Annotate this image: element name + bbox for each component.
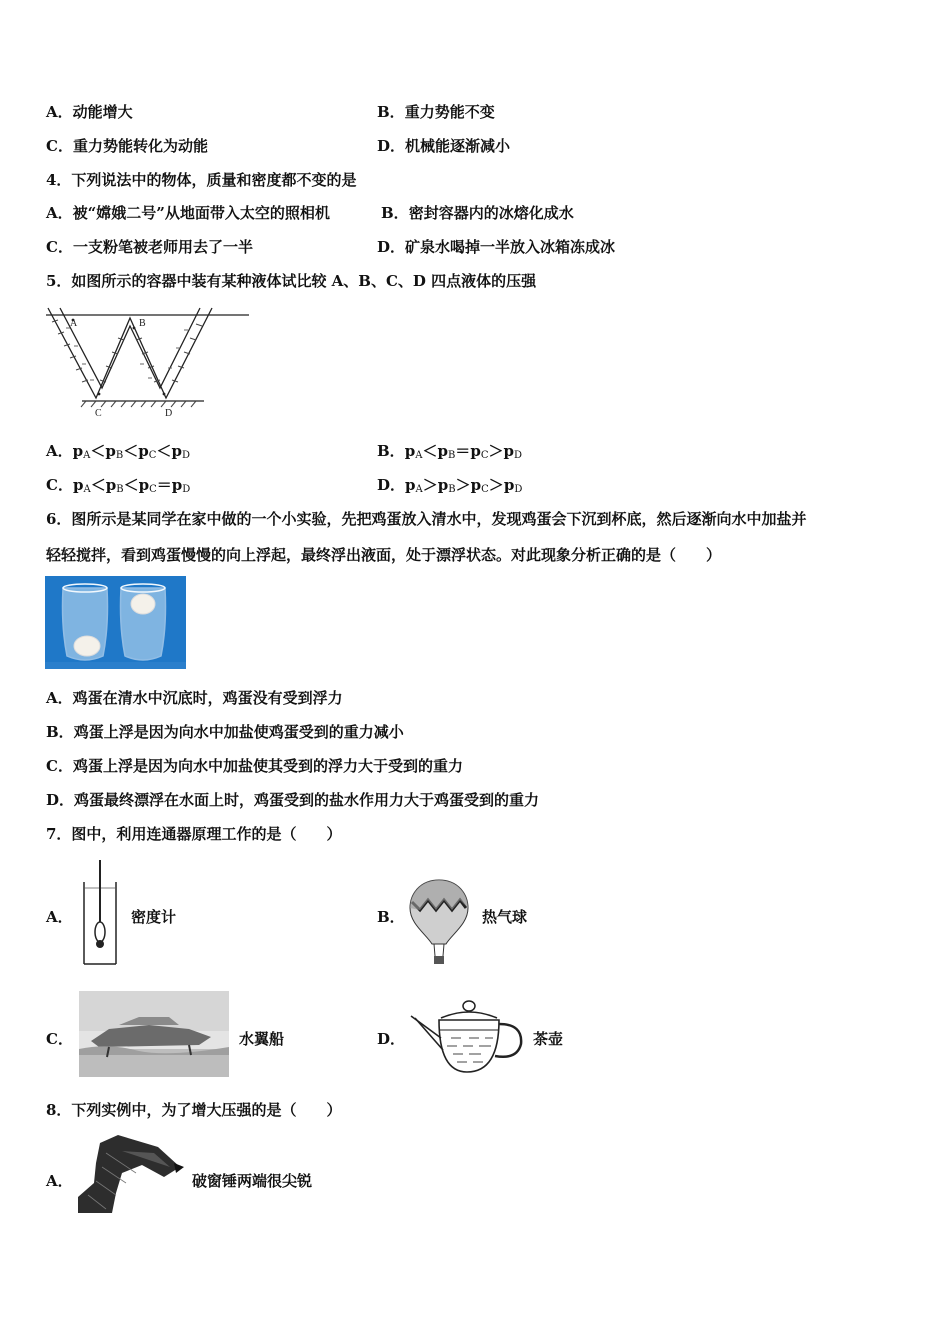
q3-option-c: C．重力势能转化为动能 [46, 137, 208, 155]
q6-stem-line2: 轻轻搅拌，看到鸡蛋慢慢的向上浮起，最终浮出液面，处于漂浮状态。对此现象分析正确的是（ ） [46, 546, 722, 564]
q7-option-d-key: D． [377, 1030, 406, 1048]
hydrometer-image [80, 858, 120, 968]
q7-option-c-key: C． [46, 1030, 73, 1048]
q7-option-a-text: 密度计 [131, 908, 177, 926]
q4-option-a: A．被“嫦娥二号”从地面带入太空的照相机 [46, 204, 330, 222]
q3-option-a: A．动能增大 [46, 103, 133, 121]
q8-option-a-key: A． [46, 1172, 73, 1190]
q5-option-a: A．$p_A<p_B<p_C<p_D$ [46, 442, 190, 461]
q4-option-c: C．一支粉笔被老师用去了一半 [46, 238, 253, 256]
safety-hammer-image [76, 1133, 186, 1215]
egg-experiment-photo [45, 576, 186, 669]
q4-option-b: B．密封容器内的冰熔化成水 [381, 204, 574, 222]
q4-option-d: D．矿泉水喝掉一半放入冰箱冻成冰 [377, 238, 616, 256]
q6-option-a: A．鸡蛋在清水中沉底时，鸡蛋没有受到浮力 [46, 689, 343, 707]
q7-option-d-text: 茶壶 [533, 1030, 564, 1048]
q6-option-d: D．鸡蛋最终漂浮在水面上时，鸡蛋受到的盐水作用力大于鸡蛋受到的重力 [46, 791, 540, 809]
label-b: B [139, 318, 146, 329]
label-a: A [70, 318, 78, 329]
q4-stem: 4．下列说法中的物体，质量和密度都不变的是 [46, 171, 357, 189]
q5-option-b: B．$p_A<p_B=p_C>p_D$ [377, 442, 523, 461]
w-container-figure [44, 306, 254, 418]
q8-stem: 8．下列实例中，为了增大压强的是（ ） [46, 1101, 342, 1119]
hydrofoil-image [79, 991, 229, 1077]
q7-stem: 7．图中，利用连通器原理工作的是（ ） [46, 825, 342, 843]
q6-option-c: C．鸡蛋上浮是因为向水中加盐使其受到的浮力大于受到的重力 [46, 757, 463, 775]
q5-option-c: C．$p_A<p_B<p_C=p_D$ [46, 476, 191, 495]
q7-option-a-key: A． [46, 908, 73, 926]
q3-option-d: D．机械能逐渐减小 [377, 137, 511, 155]
q3-option-b: B．重力势能不变 [377, 103, 495, 121]
teapot-image [407, 994, 527, 1076]
q6-option-b: B．鸡蛋上浮是因为向水中加盐使鸡蛋受到的重力减小 [46, 723, 404, 741]
label-c: C [95, 408, 102, 418]
hot-air-balloon-image [408, 878, 470, 968]
q6-stem-line1: 6．图所示是某同学在家中做的一个小实验，先把鸡蛋放入清水中，发现鸡蛋会下沉到杯底，然后逐渐向水中加盐并 [46, 510, 807, 528]
q5-stem: 5．如图所示的容器中装有某种液体试比较 A、B、C、D 四点液体的压强 [46, 272, 537, 290]
q8-option-a-text: 破窗锤两端很尖锐 [192, 1172, 313, 1190]
q7-option-c-text: 水翼船 [239, 1030, 285, 1048]
label-d: D [165, 408, 173, 418]
q7-option-b-text: 热气球 [482, 908, 528, 926]
q7-option-b-key: B． [377, 908, 405, 926]
q5-option-d: D．$p_A>p_B>p_C>p_D$ [377, 476, 523, 495]
